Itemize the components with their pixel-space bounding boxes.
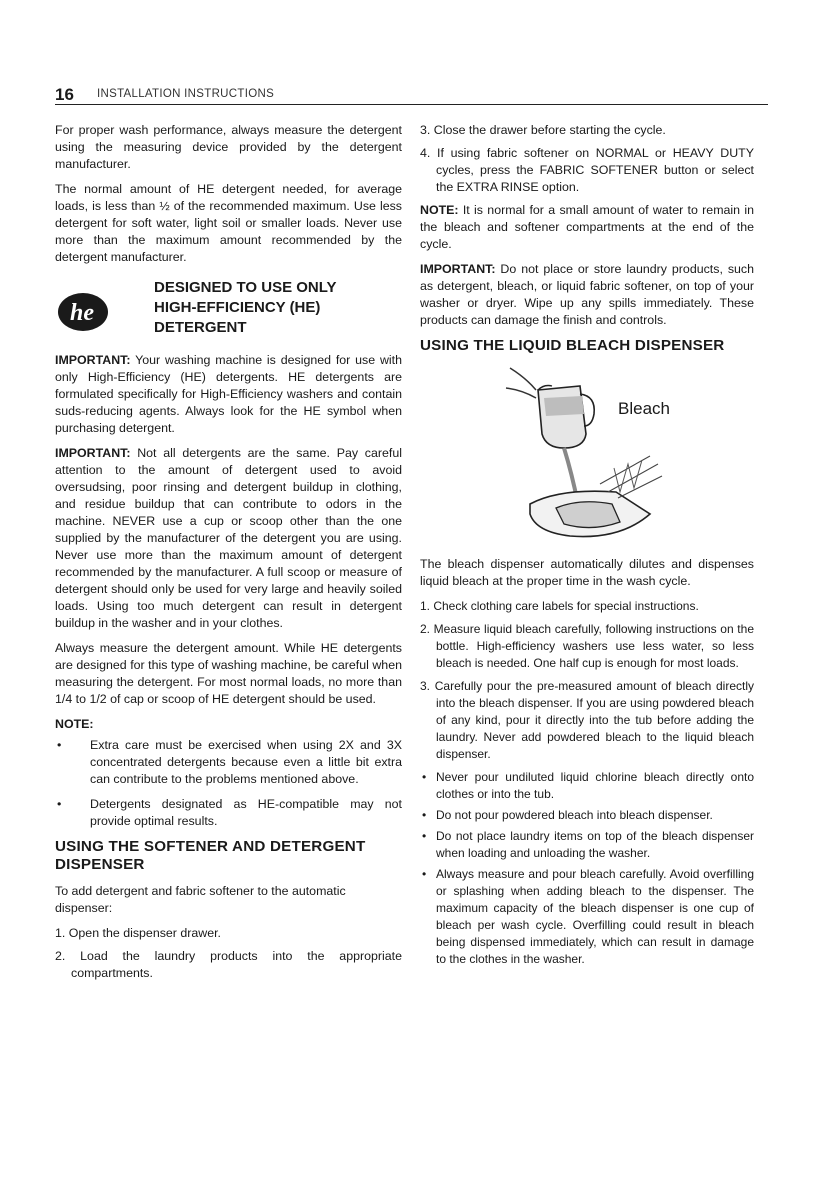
heading-softener-dispenser: USING THE SOFTENER AND DETERGENT DISPENSER [55,838,366,873]
list-item: 2. Measure liquid bleach carefully, following instructions on the bottle. High-efficiency washers use less water, so less bleach is needed. One half cup is enough for most loads. [420,622,754,670]
he-logo-text: he [70,300,94,326]
section-title: INSTALLATION INSTRUCTIONS [97,88,275,100]
list-item: • Always measure and pour bleach carefully. Avoid overfilling or splashing when adding bleach to the dispenser. The maximum capacity of the bleach dispenser is one cup of bleach per wash cycle. Overfilling could result in bleach being dispensed immediately, which can result in damage to the clothes in the washer. [422,867,754,966]
bullet-icon: • [57,797,62,811]
list-item: 1. Check clothing care labels for special instructions. [420,599,699,613]
right-column [420,122,754,976]
bullet-icon: • [57,738,62,752]
figure-label-bleach: Bleach [618,399,670,418]
paragraph-important-store: IMPORTANT: Do not place or store laundry products, such as detergent, bleach, or liquid fabric softener, on top of your washer or dryer. Wipe up any spills immediately. These products can damage the finish and controls. [420,262,754,327]
bleach-steps [420,598,754,763]
softener-steps-continued [420,122,754,196]
paragraph-important-detergents: IMPORTANT: Not all detergents are the same. Pay careful attention to the amount of detergent used to avoid oversudsing, poor rinsing and detergent buildup in clothing, and residue buildup that can contribute to odors in the machine. NEVER use a cup or scoop other than the one supplied by the manufacturer of the detergent you are using. Never use more than the maximum amount of detergent recommended by the manufacturer. A full scoop or measure of detergent should only be used for very large and heavily soiled loads. Using too much detergent can result in detergent buildup in the washer and in your clothes. [55,446,402,630]
bleach-pour-icon [500,364,670,542]
note-label: NOTE: [55,717,94,731]
he-logo-icon [57,292,109,332]
note-label: NOTE: [420,203,459,217]
bleach-figure [420,364,754,546]
paragraph-add-detergent: To add detergent and fabric softener to the automatic dispenser: [55,884,346,915]
bullet-icon: • [422,808,427,822]
paragraph-important-he: IMPORTANT: Your washing machine is designed for use with only High-Efficiency (HE) detergents. HE detergents are formulated specifically for High-Efficiency washers and contain suds-reducing agents. Always look for the HE symbol when purchasing detergent. [55,353,402,435]
heading-bleach-dispenser: USING THE LIQUID BLEACH DISPENSER [420,337,725,354]
list-item: 3. Carefully pour the pre-measured amount of bleach directly into the bleach dispenser. If you are using powdered bleach of any kind, pour it directly into the tub before adding the laundry. Never add powdered bleach to the liquid bleach dispenser. [420,679,754,761]
note-list [55,737,402,830]
list-item: • Do not pour powdered bleach into bleach dispenser. [422,808,713,822]
bullet-icon: • [422,770,427,784]
bullet-icon: • [422,867,427,881]
important-label: IMPORTANT: [420,262,496,276]
list-item: 2. Load the laundry products into the appropriate compartments. [55,949,402,980]
important-label: IMPORTANT: [55,446,131,460]
paragraph-always-measure: Always measure the detergent amount. While HE detergents are designed for this type of washing machine, be careful when measuring the detergent. For most normal loads, no more than 1/4 to 1/2 of cap or scoop of HE detergent should be used. [55,641,402,706]
bullet-icon: • [422,829,427,843]
softener-steps [55,925,402,982]
bleach-bullets [420,769,754,968]
paragraph-normal-amount: The normal amount of HE detergent needed, for average loads, is less than ½ of the recommended maximum. Use less detergent for soft water, light soil or smaller loads. Never use more than the maximum amount recommended by the detergent manufacturer. [55,182,402,264]
he-heading-line-1: DESIGNED TO USE ONLY [154,279,337,296]
he-heading-line-2: HIGH-EFFICIENCY (HE) [154,299,321,316]
important-label: IMPORTANT: [55,353,131,367]
he-callout [55,278,402,338]
list-item: 1. Open the dispenser drawer. [55,926,221,940]
he-heading-line-3: DETERGENT [154,319,247,336]
list-item: • Never pour undiluted liquid chlorine bleach directly onto clothes or into the tub. [422,770,754,801]
he-heading [154,278,337,338]
page-number: 16 [55,85,74,104]
paragraph-measure: For proper wash performance, always measure the detergent using the measuring device provided by the detergent manufacturer. [55,123,402,171]
list-item: • Do not place laundry items on top of the bleach dispenser when loading and unloading the washer. [422,829,754,860]
list-item: • Detergents designated as HE-compatible may not provide optimal results. [57,797,402,828]
list-item: • Extra care must be exercised when using 2X and 3X concentrated detergents because even a little bit extra can contribute to the problems mentioned above. [57,738,402,786]
paragraph-bleach-dilutes: The bleach dispenser automatically dilutes and dispenses liquid bleach at the proper time in the wash cycle. [420,557,754,588]
list-item: 4. If using fabric softener on NORMAL or HEAVY DUTY cycles, press the FABRIC SOFTENER button or select the EXTRA RINSE option. [420,146,754,194]
paragraph-note-water: NOTE: It is normal for a small amount of water to remain in the bleach and softener compartments at the end of the cycle. [420,203,754,251]
list-item: 3. Close the drawer before starting the cycle. [420,123,666,137]
left-column [55,122,402,988]
page-header [55,86,768,105]
